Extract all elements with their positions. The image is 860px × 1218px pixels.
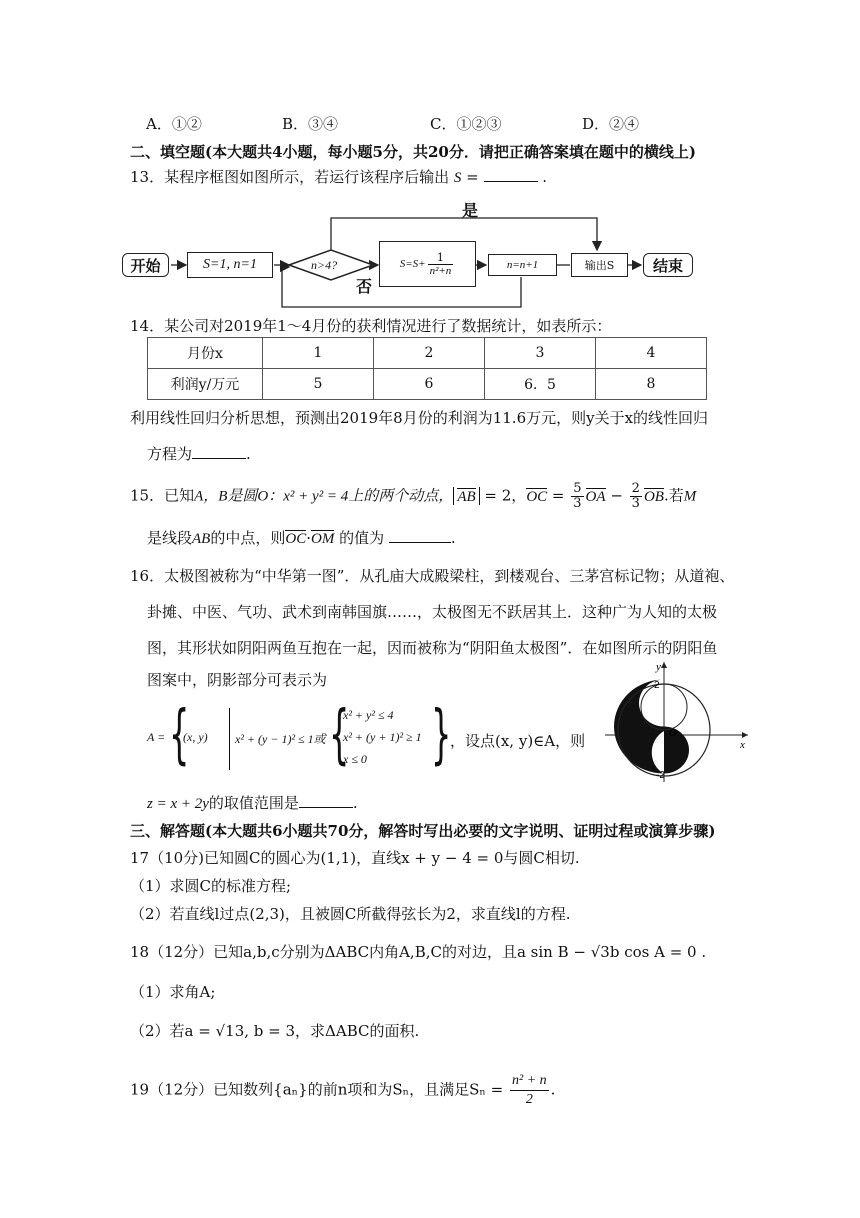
answer-blank (192, 444, 246, 459)
option-a: A．①② (146, 115, 202, 133)
q17-l2: （1）求圆C的标准方程; (130, 877, 292, 895)
table-cell: 3 (485, 338, 596, 369)
table-cell: 6 (374, 369, 485, 400)
inner-brace: { (329, 698, 350, 772)
q15-j: 的值为 (339, 529, 385, 547)
flow-incr: n=n+1 (488, 254, 557, 276)
q16-line1: 16．太极图被称为“中华第一图”．从孔庙大成殿梁柱，到楼观台、三茅宫标记物；从道袍、 (130, 567, 735, 585)
q19-l1 (130, 1072, 555, 1109)
flow-start: 开始 (122, 253, 169, 277)
q16-after: ，设点(x, y)∈A，则 (450, 732, 586, 750)
table-row (148, 369, 707, 400)
q19-frac (510, 1072, 549, 1109)
set-xy: (x, y) (183, 730, 208, 744)
set-a: A = (147, 730, 166, 744)
q13-prompt: 13．某程序框图如图所示，若运行该程序后输出 (130, 168, 450, 186)
q14-text2: 利用线性回归分析思想，预测出2019年8月份的利润为11.6万元，则y关于x的线性回归 (130, 409, 709, 427)
left-brace: { (169, 698, 190, 772)
q16-last-b: 的取值范围是 (208, 794, 299, 812)
q18-l1: 18（12分）已知a,b,c分别为ΔABC内角A,B,C的对边，且a sin B − √3b cos A = 0 . (130, 943, 707, 961)
fig-neg2: -2 (656, 770, 665, 781)
q13-eq: = (466, 168, 484, 186)
q15-line1: 15．已知A，B是圆O：x² + y² = 4上的两个动点， AB = 2，OC = $\frac{5}{3}$ OA − $\frac{2}{3}$ OB.若M (130, 481, 697, 511)
assign-frac (428, 251, 454, 278)
q15-line2: 是线段AB的中点，则OC·OM 的值为 . (147, 529, 456, 547)
q15-f: M (683, 488, 697, 505)
q16-last: z = x + 2y的取值范围是 . (147, 794, 358, 812)
table-cell: 6．5 (485, 369, 596, 400)
fig-o: O (669, 727, 677, 739)
assign-den: n²+n (429, 264, 452, 277)
vec-ob: OB (643, 488, 664, 505)
assign-num: 1 (428, 251, 454, 265)
q16-last-a: z = x + 2y (147, 796, 209, 812)
q19-text: 19（12分）已知数列{aₙ}的前n项和为Sₙ，且满足Sₙ = (130, 1080, 504, 1099)
table-cell: 8 (596, 369, 707, 400)
section2-title: 二、填空题(本大题共4小题，每小题5分，共20分．请把正确答案填在题中的横线上) (130, 143, 696, 161)
q19-end: . (550, 1080, 556, 1099)
frac-den: 3 (573, 496, 582, 511)
frac-num: 2 (631, 481, 640, 496)
answer-blank (299, 793, 353, 808)
fig-y: y (656, 661, 661, 673)
vec-oc: OC (526, 488, 548, 505)
flow-end: 结束 (643, 253, 693, 277)
set-c1: x² + (y − 1)² ≤ 1或 (235, 732, 326, 746)
taiji-figure (600, 660, 755, 785)
fig-x: x (740, 739, 745, 751)
table-row (148, 338, 707, 369)
q14-text3-label: 方程为 (147, 445, 193, 463)
vec-oa: OA (585, 488, 606, 505)
q17-l1: 17（10分)已知圆C的圆心为(1,1)，直线x + y − 4 = 0与圆C相切. (130, 849, 580, 867)
assign-left: S=S+ (399, 258, 426, 270)
set-c2c: x ≤ 0 (343, 752, 367, 766)
q17-l3: （2）若直线l过点(2,3)，且被圆C所截得弦长为2，求直线l的方程. (130, 905, 571, 923)
table-cell: 4 (596, 338, 707, 369)
vec-ab: AB (457, 488, 476, 505)
vec-om: OM (310, 531, 335, 547)
section3-title: 三、解答题(本大题共6小题共70分，解答时写出必要的文字说明、证明过程或演算步骤) (130, 822, 716, 840)
table-cell: 1 (263, 338, 374, 369)
q13-end: . (542, 168, 548, 186)
q15-i: 的中点，则 (210, 529, 286, 547)
abs-ab (453, 487, 479, 505)
table-cell: 月份x (148, 338, 263, 369)
flow-init: S=1, n=1 (187, 252, 273, 278)
q14-table (147, 337, 707, 400)
set-definition (147, 698, 452, 776)
q15-a: 15．已知 (130, 486, 195, 505)
flow-output: 输出S (571, 253, 628, 277)
table-cell: 2 (374, 338, 485, 369)
q14-text3: 方程为 . (147, 445, 251, 463)
q18-l3: （2）若a = √13, b = 3，求ΔABC的面积. (130, 1022, 420, 1040)
flow-assign (379, 241, 476, 287)
q18-l2: （1）求角A; (130, 983, 216, 1001)
q15-e: .若 (663, 486, 684, 505)
q15-h: AB (192, 531, 211, 547)
table-cell: 5 (263, 369, 374, 400)
q19-den: 2 (525, 1092, 533, 1107)
answer-blank (389, 528, 451, 543)
q14-text: 14．某公司对2019年1～4月份的获利情况进行了数据统计，如表所示： (130, 317, 612, 335)
q15-b: A，B是圆 (194, 488, 258, 505)
frac-2-3 (630, 482, 642, 511)
set-bar (229, 708, 230, 770)
flow-condition: n>4? (311, 258, 338, 272)
q15-g: 是线段 (147, 529, 193, 547)
right-brace: } (431, 698, 452, 772)
fig-2: 2 (654, 680, 660, 691)
frac-num: 5 (573, 481, 582, 496)
frac-den: 3 (631, 496, 640, 511)
frac-5-3 (571, 482, 583, 511)
set-c2a: x² + y² ≤ 4 (343, 708, 394, 722)
set-c2b: x² + (y + 1)² ≥ 1 (343, 730, 422, 744)
q15-c: O：x² + y² = 4上的两个动点， (257, 488, 454, 505)
vec-oc: OC (285, 531, 307, 547)
q15-d: = 2， (484, 486, 527, 505)
option-c: C．①②③ (430, 115, 502, 133)
q16-line3: 图，其形状如阴阳两鱼互抱在一起，因而被称为“阴阳鱼太极图”．在如图所示的阴阳鱼 (147, 639, 718, 657)
option-b: B．③④ (282, 115, 339, 133)
q16-line4: 图案中，阴影部分可表示为 (147, 671, 328, 689)
flow-yes: 是 (462, 201, 479, 220)
flow-no: 否 (356, 277, 373, 296)
table-cell: 利润y/万元 (148, 369, 263, 400)
q16-line2: 卦摊、中医、气功、武术到南韩国旗……，太极图无不跃居其上．这种广为人知的太极 (147, 603, 718, 621)
q13-var: S (453, 170, 462, 186)
option-d: D．②④ (582, 115, 640, 133)
q19-num: n² + n (510, 1072, 549, 1091)
